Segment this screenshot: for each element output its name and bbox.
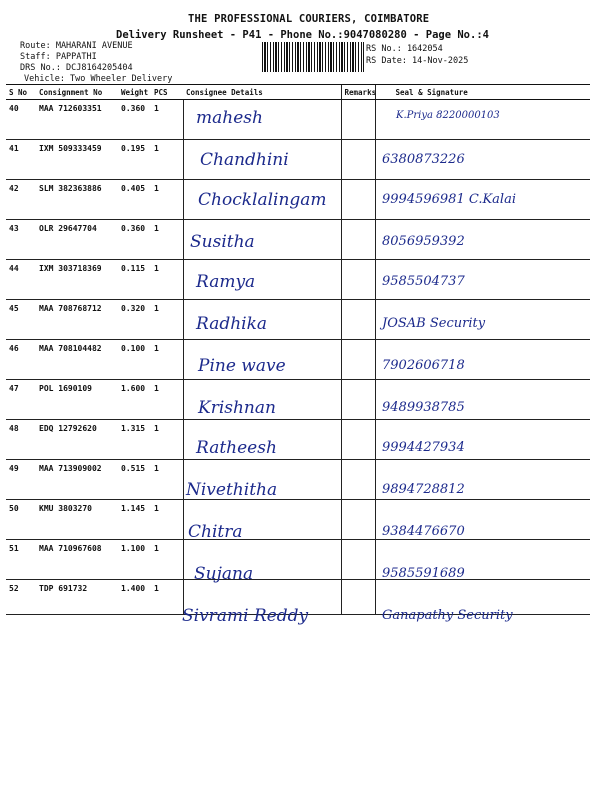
col-header-consignee: Consignee Details <box>183 85 341 100</box>
table-row <box>6 140 590 180</box>
row-consignment-no: TDP 691732 <box>36 580 118 615</box>
drs-label: DRS No.: DCJ8164205404 <box>20 63 133 73</box>
row-pcs: 1 <box>151 420 183 460</box>
row-pcs: 1 <box>151 380 183 420</box>
table-row <box>6 460 590 500</box>
consignee-handwriting: Nivethitha <box>186 480 278 500</box>
row-weight: 0.405 <box>118 180 151 220</box>
row-consignment-no: EDQ 12792620 <box>36 420 118 460</box>
signature-handwriting: 9585504737 <box>382 274 465 289</box>
row-pcs: 1 <box>151 100 183 140</box>
row-weight: 0.115 <box>118 260 151 300</box>
table-row <box>6 540 590 580</box>
row-pcs: 1 <box>151 180 183 220</box>
row-sno: 41 <box>6 140 36 180</box>
row-consignment-no: MAA 712603351 <box>36 100 118 140</box>
row-remarks-cell <box>341 380 375 420</box>
row-sno: 44 <box>6 260 36 300</box>
row-pcs: 1 <box>151 300 183 340</box>
consignee-handwriting: Chitra <box>188 522 243 542</box>
row-weight: 1.145 <box>118 500 151 540</box>
row-remarks-cell <box>341 460 375 500</box>
barcode <box>262 42 364 72</box>
row-weight: 1.600 <box>118 380 151 420</box>
signature-handwriting: Ganapathy Security <box>382 608 513 623</box>
row-weight: 0.360 <box>118 220 151 260</box>
row-weight: 1.100 <box>118 540 151 580</box>
row-sno: 51 <box>6 540 36 580</box>
row-sno: 52 <box>6 580 36 615</box>
table-header-row <box>6 85 590 100</box>
signature-handwriting: 9994427934 <box>382 440 465 455</box>
row-pcs: 1 <box>151 580 183 615</box>
col-header-sno: S No <box>6 85 36 100</box>
col-header-consignment: Consignment No <box>36 85 118 100</box>
row-sno: 50 <box>6 500 36 540</box>
signature-handwriting: 9994596981 C.Kalai <box>382 192 516 207</box>
consignee-handwriting: Radhika <box>196 314 268 334</box>
row-consignment-no: KMU 3803270 <box>36 500 118 540</box>
table-row <box>6 420 590 460</box>
row-consignment-no: IXM 303718369 <box>36 260 118 300</box>
row-pcs: 1 <box>151 460 183 500</box>
row-pcs: 1 <box>151 500 183 540</box>
row-sno: 40 <box>6 100 36 140</box>
row-weight: 0.100 <box>118 340 151 380</box>
row-remarks-cell <box>341 420 375 460</box>
row-consignment-no: MAA 713909002 <box>36 460 118 500</box>
row-remarks-cell <box>341 340 375 380</box>
consignee-handwriting: Chocklalingam <box>198 190 327 210</box>
rs-date: RS Date: 14-Nov-2025 <box>366 56 469 66</box>
table-row <box>6 260 590 300</box>
runsheet-subtitle: Delivery Runsheet - P41 - Phone No.:9047080280 - Page No.:4 <box>116 29 489 41</box>
row-sno: 45 <box>6 300 36 340</box>
row-sno: 47 <box>6 380 36 420</box>
consignee-handwriting: Ratheesh <box>196 438 277 458</box>
consignee-handwriting: Susitha <box>190 232 255 252</box>
row-pcs: 1 <box>151 140 183 180</box>
rs-number: RS No.: 1642054 <box>366 44 443 54</box>
row-remarks-cell <box>341 220 375 260</box>
row-consignment-no: IXM 509333459 <box>36 140 118 180</box>
row-pcs: 1 <box>151 220 183 260</box>
row-sno: 49 <box>6 460 36 500</box>
row-sno: 46 <box>6 340 36 380</box>
row-consignment-no: POL 1690109 <box>36 380 118 420</box>
route-label: Route: MAHARANI AVENUE <box>20 41 133 51</box>
row-pcs: 1 <box>151 260 183 300</box>
table-row <box>6 300 590 340</box>
row-remarks-cell <box>341 260 375 300</box>
row-consignment-no: OLR 29647704 <box>36 220 118 260</box>
col-header-weight: Weight <box>118 85 151 100</box>
signature-handwriting: 9585591689 <box>382 566 465 581</box>
row-pcs: 1 <box>151 540 183 580</box>
table-row <box>6 100 590 140</box>
vehicle-label: Vehicle: Two Wheeler Delivery <box>24 74 173 84</box>
row-weight: 0.195 <box>118 140 151 180</box>
runsheet-table <box>6 84 590 615</box>
row-remarks-cell <box>341 540 375 580</box>
row-weight: 0.320 <box>118 300 151 340</box>
signature-handwriting: 9894728812 <box>382 482 465 497</box>
row-weight: 0.360 <box>118 100 151 140</box>
table-row <box>6 340 590 380</box>
row-remarks-cell <box>341 300 375 340</box>
signature-handwriting: 8056959392 <box>382 234 465 249</box>
row-remarks-cell <box>341 140 375 180</box>
row-weight: 1.315 <box>118 420 151 460</box>
row-consignment-no: MAA 708768712 <box>36 300 118 340</box>
table-body <box>6 100 590 615</box>
row-remarks-cell <box>341 500 375 540</box>
signature-handwriting: JOSAB Security <box>382 316 486 331</box>
col-header-signature: Seal & Signature <box>375 85 590 100</box>
row-remarks-cell <box>341 180 375 220</box>
consignee-handwriting: mahesh <box>196 108 263 128</box>
col-header-remarks: Remarks <box>341 85 375 100</box>
signature-handwriting: 9489938785 <box>382 400 465 415</box>
consignee-handwriting: Krishnan <box>198 398 276 418</box>
consignee-handwriting: Chandhini <box>200 150 289 170</box>
row-consignment-no: MAA 710967608 <box>36 540 118 580</box>
row-sno: 48 <box>6 420 36 460</box>
row-weight: 0.515 <box>118 460 151 500</box>
row-consignment-no: MAA 708104482 <box>36 340 118 380</box>
row-remarks-cell <box>341 580 375 615</box>
table-row <box>6 220 590 260</box>
table-row <box>6 500 590 540</box>
consignee-handwriting: Sivrami Reddy <box>182 606 309 626</box>
signature-handwriting: K.Priya 8220000103 <box>396 110 500 121</box>
staff-label: Staff: PAPPATHI <box>20 52 97 62</box>
signature-handwriting: 6380873226 <box>382 152 465 167</box>
consignee-handwriting: Pine wave <box>198 356 286 376</box>
col-header-pcs: PCS <box>151 85 183 100</box>
company-title: THE PROFESSIONAL COURIERS, COIMBATORE <box>188 13 430 25</box>
row-consignment-no: SLM 382363886 <box>36 180 118 220</box>
signature-handwriting: 9384476670 <box>382 524 465 539</box>
consignee-handwriting: Ramya <box>196 272 256 292</box>
row-sno: 42 <box>6 180 36 220</box>
row-pcs: 1 <box>151 340 183 380</box>
row-remarks-cell <box>341 100 375 140</box>
table-row <box>6 380 590 420</box>
consignee-handwriting: Sujana <box>194 564 254 584</box>
row-weight: 1.400 <box>118 580 151 615</box>
row-sno: 43 <box>6 220 36 260</box>
signature-handwriting: 7902606718 <box>382 358 465 373</box>
